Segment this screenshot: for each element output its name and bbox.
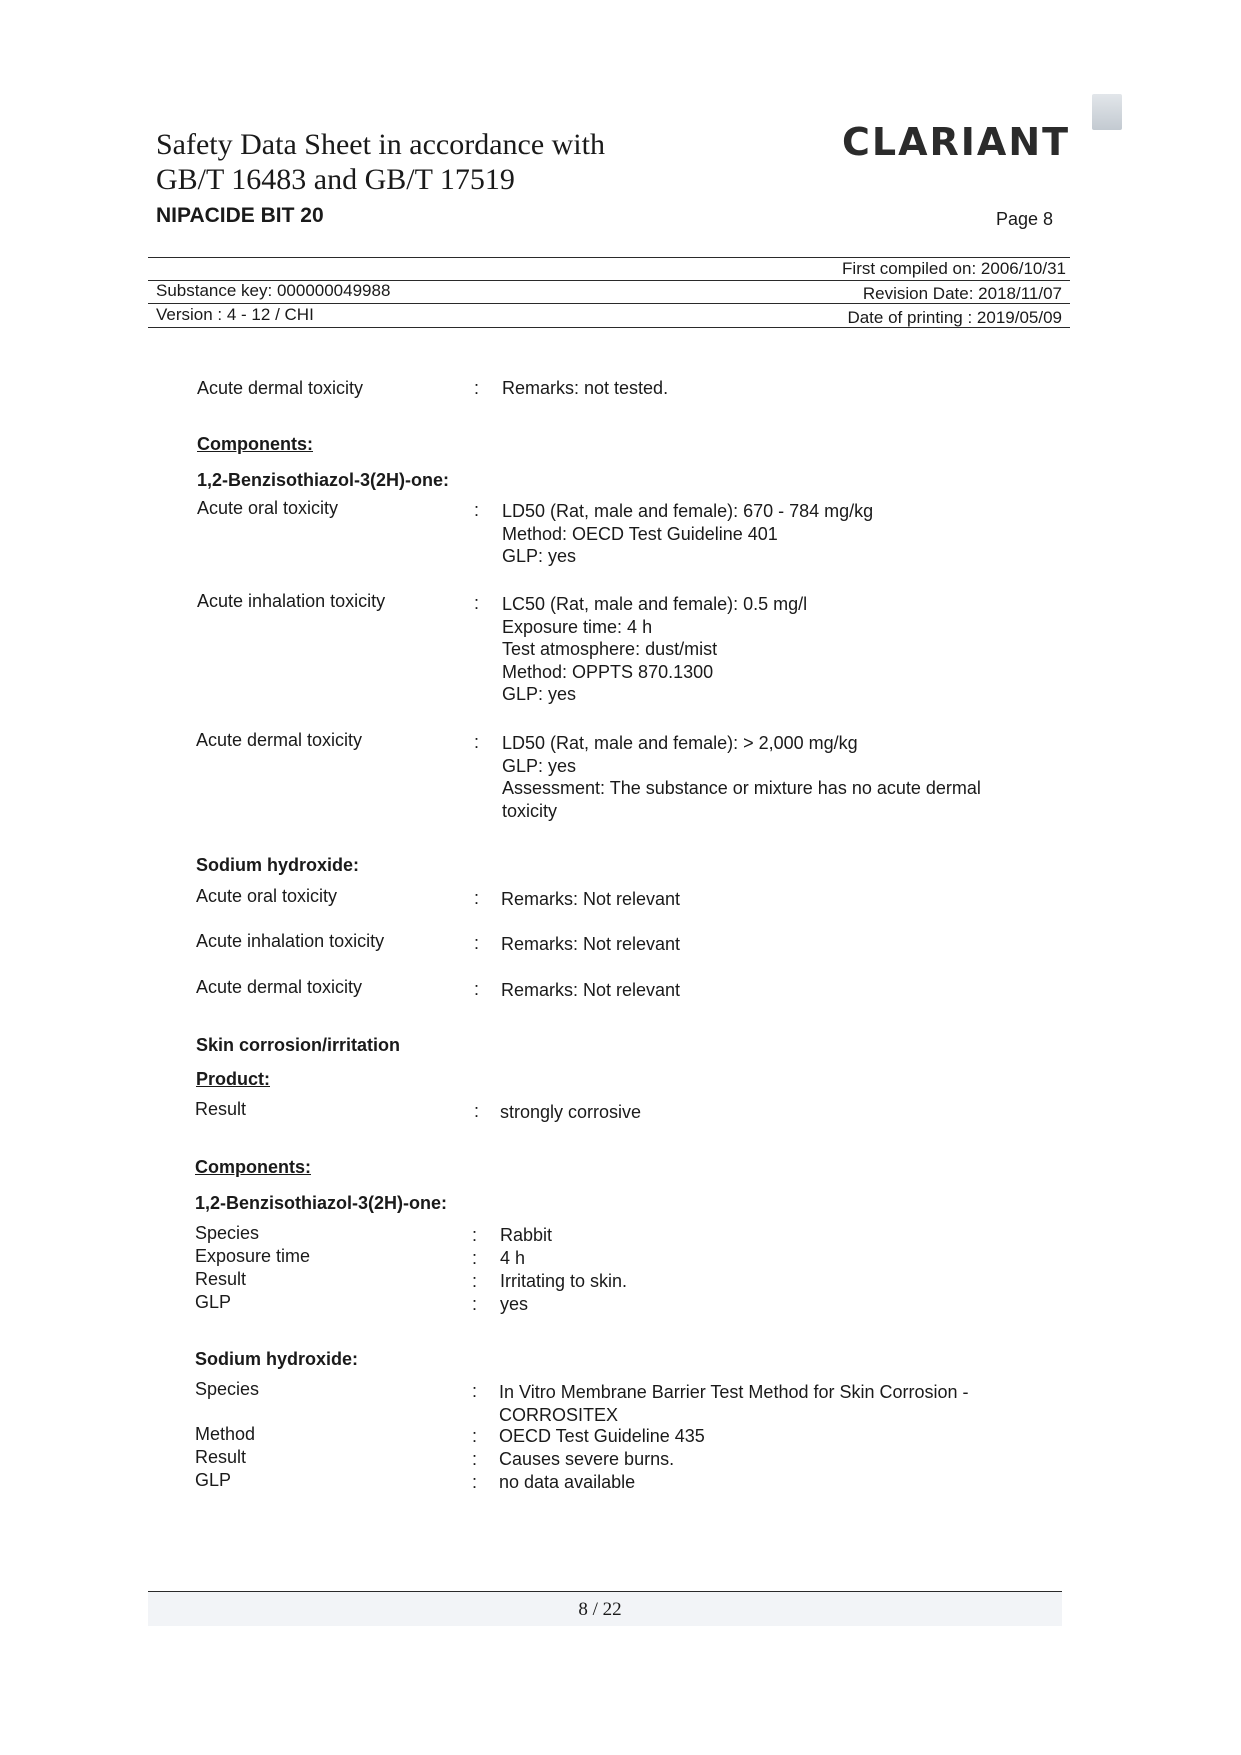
field-value: strongly corrosive <box>500 1102 642 1122</box>
field-value: Causes severe burns. <box>499 1449 675 1469</box>
colon: : <box>472 1426 478 1446</box>
field-value: Irritating to skin. <box>500 1271 628 1291</box>
document-title-line1: Safety Data Sheet in accordance with <box>156 128 605 161</box>
field-label: Acute inhalation toxicity <box>196 931 385 951</box>
colon: : <box>474 1101 480 1121</box>
field-value: OECD Test Guideline 435 <box>499 1426 705 1446</box>
field-label: Species <box>195 1379 260 1399</box>
value-line: Method: OECD Test Guideline 401 <box>502 523 778 544</box>
colon: : <box>474 933 480 953</box>
substance-heading: 1,2-Benzisothiazol-3(2H)-one: <box>195 1193 448 1213</box>
value-line: LD50 (Rat, male and female): 670 - 784 mg/kg <box>502 501 874 521</box>
value-line: In Vitro Membrane Barrier Test Method for Skin Corrosion - <box>499 1382 969 1402</box>
field-value: no data available <box>499 1472 636 1492</box>
field-label: Acute inhalation toxicity <box>197 591 386 611</box>
field-value: Rabbit <box>500 1225 553 1245</box>
value-line: LD50 (Rat, male and female): > 2,000 mg/kg <box>502 733 858 753</box>
value-line: Assessment: The substance or mixture has no acute dermal <box>502 778 981 798</box>
colon: : <box>472 1294 478 1314</box>
colon: : <box>472 1271 478 1291</box>
section-heading: Skin corrosion/irritation <box>196 1035 401 1055</box>
colon: : <box>474 593 480 613</box>
field-value: Remarks: not tested. <box>502 378 669 398</box>
value-line: Method: OPPTS 870.1300 <box>502 661 714 682</box>
field-label: Result <box>195 1447 247 1467</box>
components-heading: Components: <box>197 434 313 454</box>
logo-mark-icon <box>1092 94 1122 130</box>
date-of-printing: Date of printing : 2019/05/09 <box>847 308 1062 327</box>
field-value: yes <box>500 1294 529 1314</box>
value-line: LC50 (Rat, male and female): 0.5 mg/l <box>502 594 808 614</box>
value-line: Test atmosphere: dust/mist <box>502 639 718 659</box>
revision-date: Revision Date: 2018/11/07 <box>862 284 1062 303</box>
divider <box>148 327 1070 328</box>
colon: : <box>472 1248 478 1268</box>
substance-heading: Sodium hydroxide: <box>195 1349 359 1369</box>
version: Version : 4 - 12 / CHI <box>156 305 314 324</box>
value-line: toxicity <box>502 800 558 821</box>
divider <box>148 303 1070 304</box>
field-label: Result <box>195 1099 247 1119</box>
field-label: GLP <box>195 1470 232 1490</box>
company-logo: CLARIANT <box>842 120 1071 164</box>
field-value: Remarks: Not relevant <box>501 934 681 954</box>
page-label: Page 8 <box>996 209 1054 229</box>
colon: : <box>474 979 480 999</box>
field-value <box>502 732 981 822</box>
product-heading: Product: <box>196 1069 270 1089</box>
field-label: Acute dermal toxicity <box>196 977 363 997</box>
colon: : <box>472 1449 478 1469</box>
field-label: GLP <box>195 1292 232 1312</box>
colon: : <box>474 888 480 908</box>
substance-heading: Sodium hydroxide: <box>196 855 360 875</box>
colon: : <box>474 732 480 752</box>
field-value: Remarks: Not relevant <box>501 980 681 1000</box>
field-value: Remarks: Not relevant <box>501 889 681 909</box>
field-label: Acute dermal toxicity <box>196 730 363 750</box>
value-line: GLP: yes <box>502 546 577 566</box>
value-line: GLP: yes <box>502 684 577 704</box>
value-line: CORROSITEX <box>499 1404 619 1425</box>
field-label: Acute oral toxicity <box>197 498 339 518</box>
field-value <box>502 500 873 568</box>
first-compiled: First compiled on: 2006/10/31 <box>842 259 1066 278</box>
value-line: GLP: yes <box>502 755 577 776</box>
colon: : <box>474 378 480 398</box>
colon: : <box>472 1381 478 1401</box>
field-label: Exposure time <box>195 1246 311 1266</box>
colon: : <box>472 1225 478 1245</box>
components-heading: Components: <box>195 1157 311 1177</box>
field-value: 4 h <box>500 1248 526 1268</box>
field-value <box>502 593 807 706</box>
substance-heading: 1,2-Benzisothiazol-3(2H)-one: <box>197 470 450 490</box>
divider <box>148 257 1070 258</box>
value-line: Exposure time: 4 h <box>502 616 653 637</box>
field-label: Result <box>195 1269 247 1289</box>
document-title-line2: GB/T 16483 and GB/T 17519 <box>156 163 515 196</box>
colon: : <box>474 500 480 520</box>
field-label: Acute dermal toxicity <box>197 378 364 398</box>
field-value <box>499 1381 969 1426</box>
product-name: NIPACIDE BIT 20 <box>156 204 324 227</box>
field-label: Species <box>195 1223 260 1243</box>
colon: : <box>472 1472 478 1492</box>
field-label: Acute oral toxicity <box>196 886 338 906</box>
substance-key: Substance key: 000000049988 <box>156 281 391 300</box>
field-label: Method <box>195 1424 256 1444</box>
page-counter: 8 / 22 <box>578 1599 622 1620</box>
